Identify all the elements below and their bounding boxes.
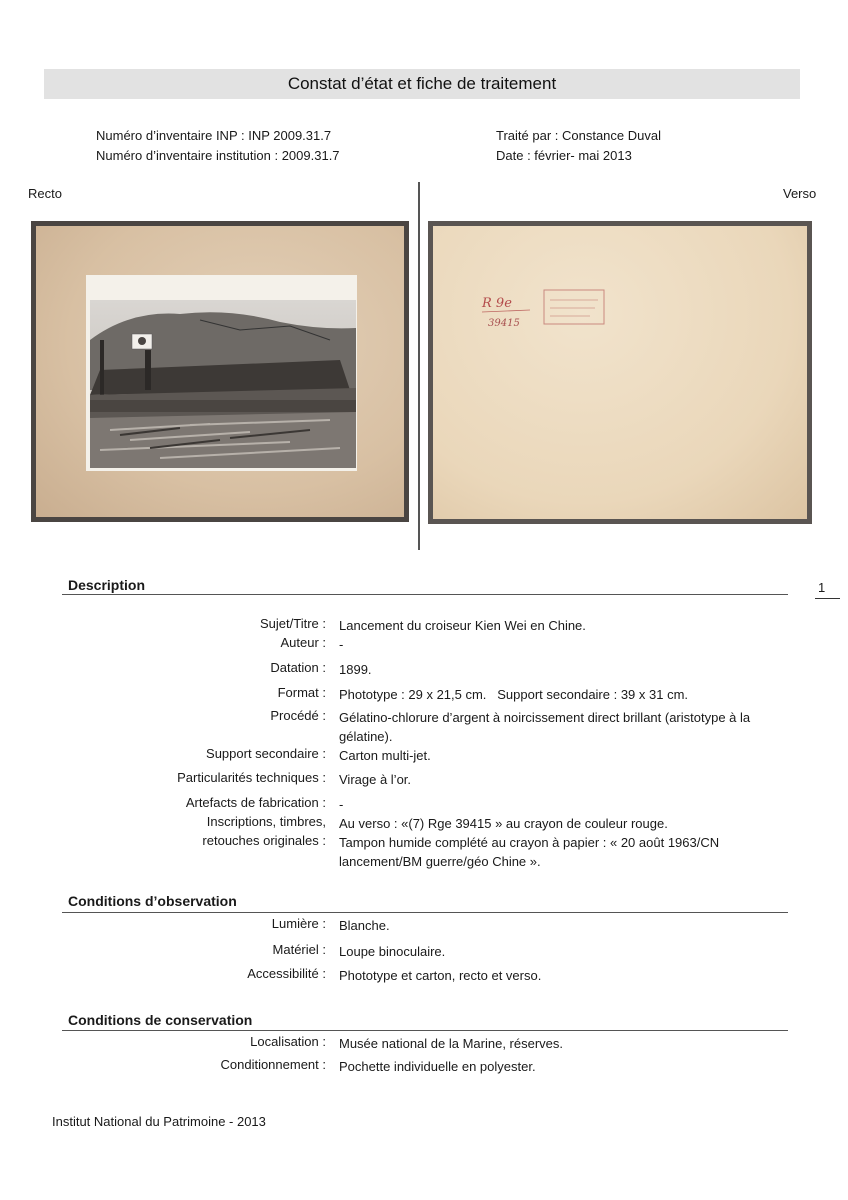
inventory-institution: Numéro d’inventaire institution : 2009.31.7 [96,148,340,163]
treatment-date: Date : février- mai 2013 [496,148,632,163]
row-value: Lancement du croiseur Kien Wei en Chine. [339,618,586,633]
row-value: Virage à l’or. [339,772,412,787]
page-number: 1 [818,580,826,595]
row-label: Artefacts de fabrication : [185,795,326,810]
row-label: Inscriptions, timbres, [206,814,326,829]
row-label: Conditionnement : [220,1057,326,1072]
row-value: Gélatino-chlorure d’argent à noircissement direct brillant (aristotype à la gélatine). [339,710,751,744]
row-label: Localisation : [250,1034,326,1049]
row-value: Loupe binoculaire. [339,944,446,959]
row-value: Musée national de la Marine, réserves. [339,1036,564,1051]
row-value: 1899. [339,662,372,677]
row-value: Phototype et carton, recto et verso. [339,968,542,983]
row-label: Support secondaire : [206,746,326,761]
row-value: Blanche. [339,918,390,933]
section-description-title: Description [68,577,146,593]
verso-stamp [470,280,620,350]
verso-label: Verso [783,186,817,201]
row-label: Particularités techniques : [177,770,326,785]
section-conservation-rule [62,1030,788,1031]
row-label: Lumière : [271,916,326,931]
row-label: Sujet/Titre : [260,616,326,631]
verso-red-number: 39415 [488,318,520,329]
row-value: - [339,637,344,652]
section-observation-title: Conditions d’observation [68,893,237,909]
section-observation-rule [62,912,788,913]
verso-red-inscription: R 9e [482,296,512,311]
row-label: Format : [277,685,326,700]
recto-label: Recto [28,186,62,201]
inventory-inp: Numéro d’inventaire INP : INP 2009.31.7 [96,128,332,143]
treated-by: Traité par : Constance Duval [496,128,661,143]
row-label: retouches originales : [202,833,326,848]
row-label: Matériel : [272,942,326,957]
row-value: - [339,797,344,812]
section-conservation-title: Conditions de conservation [68,1012,253,1028]
footer-text: Institut National du Patrimoine - 2013 [52,1114,266,1129]
photo-divider [418,182,420,550]
page-title: Constat d’état et fiche de traitement [44,69,800,99]
row-value: Tampon humide complété au crayon à papier : « 20 août 1963/CN lancement/BM guerre/géo Chine ». [339,835,720,869]
row-value: Carton multi-jet. [339,748,431,763]
recto-ship-photo [90,300,356,468]
row-value: Phototype : 29 x 21,5 cm. Support secondaire : 39 x 31 cm. [339,687,689,702]
row-value: Pochette individuelle en polyester. [339,1059,536,1074]
row-label: Accessibilité : [247,966,326,981]
row-label: Datation : [270,660,326,675]
verso-card [433,226,807,519]
section-description-rule [62,594,788,595]
row-value: Au verso : «(7) Rge 39415 » au crayon de couleur rouge. [339,816,668,831]
page-number-rule [815,598,840,599]
row-label: Procédé : [270,708,326,723]
row-label: Auteur : [280,635,326,650]
